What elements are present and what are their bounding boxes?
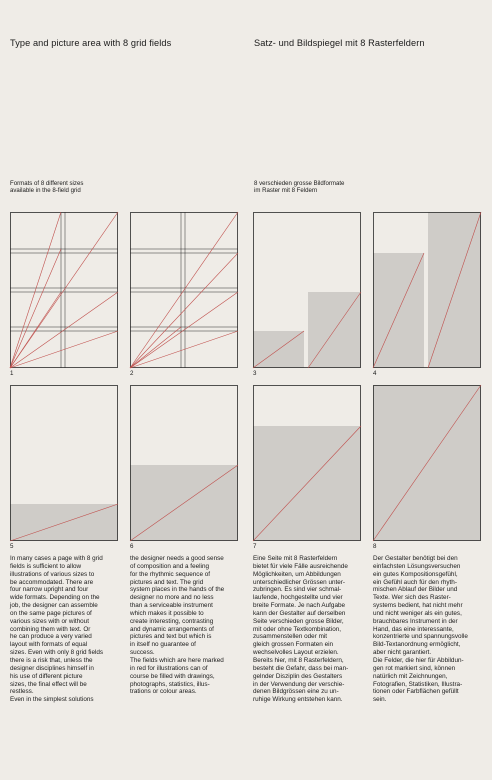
text-line: the designer needs a good sense (130, 555, 224, 562)
text-line: sizes, the final effect will be (10, 680, 87, 688)
figure-number-5: 5 (10, 543, 14, 550)
text-line: systems bedient, hat nicht mehr (373, 602, 463, 610)
text-line: unterschiedlicher Grössen unter- (253, 578, 346, 586)
text-line: his use of different picture (10, 672, 83, 680)
text-column-german-1 (253, 555, 366, 704)
caption-german-line-2: im Raster mit 8 Feldern (254, 187, 318, 195)
text-line: aber nicht garantiert. (373, 649, 432, 657)
text-line: Seite verschieden grosse Bilder, (253, 617, 344, 625)
figure-number-4: 4 (373, 370, 377, 377)
text-line: system places in the hands of the (130, 586, 225, 594)
text-line: ein gutes Kompositionsgefühl, (373, 570, 458, 578)
figure-2-grid-construction (130, 212, 238, 368)
text-line: breite Formate. Je nach Aufgabe (253, 602, 346, 610)
text-line: und nicht weniger als ein gutes, (373, 609, 462, 617)
figure-number-1: 1 (10, 370, 14, 377)
text-line: there is a risk that, unless the (10, 656, 93, 664)
caption-german (254, 180, 344, 195)
text-line: for the rhythmic sequence of (130, 570, 211, 578)
figure-5-format (10, 385, 118, 541)
text-line: zusammenstellen oder mit (253, 633, 328, 641)
text-line: bietet für viele Fälle ausreichende (253, 562, 348, 570)
figure-3-format (253, 212, 361, 368)
figure-7-format (253, 385, 361, 541)
text-line: illustrations of various sizes to (10, 570, 95, 578)
text-line: restless. (10, 688, 34, 696)
caption-german-line-1: 8 verschieden grosse Bildformate (254, 180, 345, 187)
text-line: sizes. Even with only 8 grid fields (10, 649, 104, 657)
text-line: success. (130, 649, 155, 657)
text-line: job, the designer can assemble (10, 602, 98, 610)
text-line: Bereits hier, mit 8 Rasterfeldern, (253, 656, 344, 664)
text-line: Texte. Wer sich des Raster- (373, 594, 451, 602)
figure-number-7: 7 (253, 543, 257, 550)
text-line: pictures and text. The grid (130, 578, 204, 586)
text-line: sein. (373, 696, 387, 704)
text-line: fields is sufficient to allow (10, 562, 82, 570)
text-line: einfachsten Lösungsversuchen (373, 562, 461, 570)
caption-english-line-2: available in the 8-field grid (10, 187, 81, 195)
text-line: ein Gefühl auch für den rhyth- (373, 578, 457, 586)
text-line: designer no more and no less (130, 594, 214, 602)
text-column-english-2 (130, 555, 243, 696)
text-line: Die Felder, die hier für Abbildun- (373, 656, 464, 664)
text-line: wide formats. Depending on the (10, 594, 100, 602)
caption-english (10, 180, 83, 195)
text-line: besteht die Gefahr, dass bei man- (253, 664, 349, 672)
text-line: on the same page pictures of (10, 609, 92, 617)
figure-number-8: 8 (373, 543, 377, 550)
text-line: zubringen. Es sind vier schmal- (253, 586, 342, 594)
text-line: tionen oder Farbflächen gefüllt (373, 688, 459, 696)
figure-number-6: 6 (130, 543, 134, 550)
text-line: mit oder ohne Textkombination, (253, 625, 342, 633)
text-line: gleich grossen Formaten ein (253, 641, 334, 649)
text-line: Der Gestalter benötigt bei den (373, 555, 458, 562)
caption-english-line-1: Formats of 8 different sizes (10, 180, 84, 187)
text-line: gen rot markiert sind, können (373, 664, 456, 672)
text-line: layout with formats of equal (10, 641, 88, 649)
text-line: Even in the simplest solutions (10, 696, 94, 704)
text-line: ruhige Wirkung entstehen kann. (253, 696, 343, 704)
text-line: designer disciplines himself in (10, 664, 94, 672)
text-line: trations or colour areas. (130, 688, 197, 696)
text-line: Eine Seite mit 8 Rasterfeldern (253, 555, 338, 562)
text-line: in red for illustrations can of (130, 664, 208, 672)
text-column-english-1 (10, 555, 123, 704)
text-line: laufende, hochgestellte und vier (253, 594, 343, 602)
text-line: In many cases a page with 8 grid (10, 555, 103, 562)
text-line: combining them with text. Or (10, 625, 91, 633)
text-line: create interesting, contrasting (130, 617, 214, 625)
text-line: mischen Ablauf der Bilder und (373, 586, 458, 594)
text-line: in itself no guarantee of (130, 641, 196, 649)
text-line: Fotografien, Statistiken, Illustra- (373, 680, 463, 688)
text-line: pictures and text but which is (130, 633, 212, 641)
text-line: denen Bildgrössen eine zu un- (253, 688, 339, 696)
title-english: Type and picture area with 8 grid fields (10, 38, 172, 48)
text-line: four narrow upright and four (10, 586, 89, 594)
text-line: brauchbares Instrument in der (373, 617, 458, 625)
text-line: gelnder Disziplin des Gestalters (253, 672, 343, 680)
figure-number-2: 2 (130, 370, 134, 377)
text-column-german-2 (373, 555, 486, 704)
text-line: which makes it possible to (130, 609, 204, 617)
figure-8-format (373, 385, 481, 541)
figure-4-format (373, 212, 481, 368)
text-line: than a serviceable instrument (130, 602, 213, 610)
text-line: wechselvolles Layout erzielen. (253, 649, 339, 657)
figure-6-format (130, 385, 238, 541)
title-german: Satz- und Bildspiegel mit 8 Rasterfeldern (254, 38, 425, 48)
text-line: and dynamic arrangements of (130, 625, 214, 633)
text-line: he can produce a very varied (10, 633, 92, 641)
text-line: of composition and a feeling (130, 562, 209, 570)
figure-1-grid-construction (10, 212, 118, 368)
text-line: natürlich mit Zeichnungen, (373, 672, 448, 680)
text-line: konzentrierte und spannungsvolle (373, 633, 468, 641)
text-line: Möglichkeiten, um Abbildungen (253, 570, 341, 578)
text-line: Hand, das eine interessante, (373, 625, 454, 633)
text-line: in der Verwendung der verschie- (253, 680, 345, 688)
text-line: kann der Gestalter auf derselben (253, 609, 346, 617)
text-line: course be filled with drawings, (130, 672, 215, 680)
text-line: various sizes with or without (10, 617, 89, 625)
figure-number-3: 3 (253, 370, 257, 377)
text-line: be accommodated. There are (10, 578, 94, 586)
text-line: photographs, statistics, illus- (130, 680, 210, 688)
text-line: Bild-Textanordnung ermöglicht, (373, 641, 461, 649)
text-line: The fields which are here marked (130, 656, 224, 664)
